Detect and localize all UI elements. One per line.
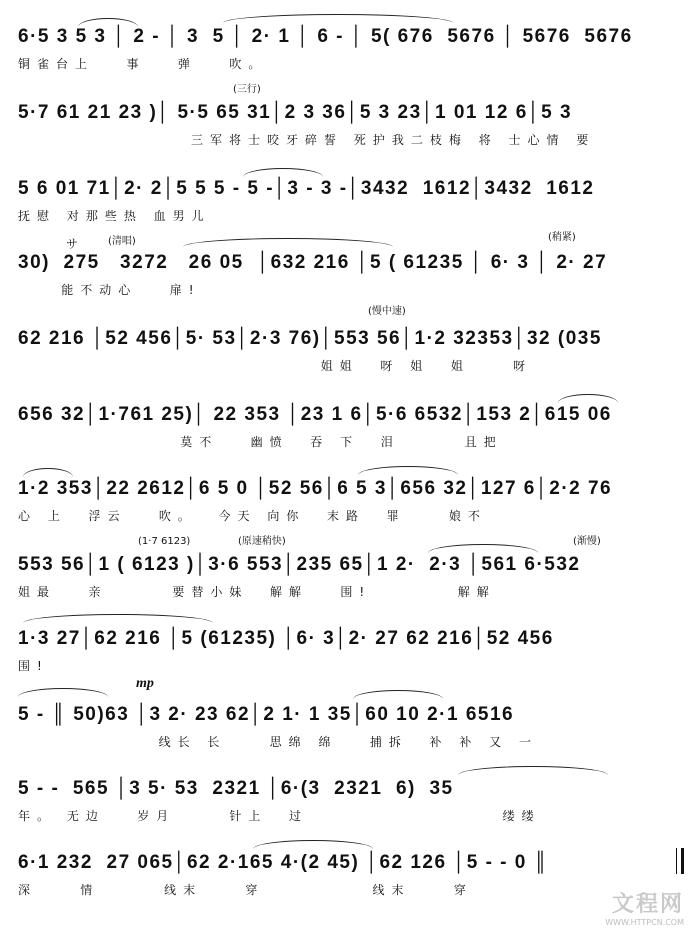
notation-row: 5·7 61 21 23 )│ 5·5 65 31│2 3 36│5 3 23│1 01 12 6│5 3 xyxy=(18,102,573,123)
notation-row: 5 - ║ 50)63 │3 2· 23 62│2 1· 1 35│60 10 2·1 6516 xyxy=(18,704,515,725)
notation-row: 30) 275 3272 26 05 │632 216 │5 ( 61235 │ 6· 3 │ 2· 27 xyxy=(18,252,608,273)
notation-row: 1·2 353│22 2612│6 5 0 │52 56│6 5 3│656 32│127 6│2·2 76 xyxy=(18,478,613,499)
score-line-7 xyxy=(18,476,678,536)
tempo-mark: (稍紧) xyxy=(548,232,576,243)
score-line-9 xyxy=(18,626,678,686)
notation-row: 62 216 │52 456│5· 53│2·3 76)│553 56│1·2 32353│32 (035 xyxy=(18,328,602,349)
watermark-url: WWW.HTTPCN.COM xyxy=(605,918,684,927)
lyrics-row: 铜雀台上 事 弹 吹。 xyxy=(18,57,268,71)
lyrics-row: 姐姐 呀 姐 姐 呀 xyxy=(18,359,533,373)
lyrics-row: 能不动心 扉! xyxy=(18,283,201,297)
lyrics-row: 姐最 亲 要替小妹 解解 围! 解解 xyxy=(18,585,496,599)
lyrics-row: 围! xyxy=(18,659,49,673)
score-line-3 xyxy=(18,176,678,236)
lyrics-row: 线长 长 思绵 绵 捕拆 补 补 又 一 xyxy=(18,735,538,749)
lyrics-row: 莫不 幽愤 吞 下 泪 且把 xyxy=(18,435,503,449)
performance-mark: (清唱) xyxy=(108,236,136,247)
notation-row: 5 6 01 71│2· 2│5 5 5 - 5 -│3 - 3 -│3432 1612│3432 1612 xyxy=(18,178,595,199)
lyrics-row: 心 上 浮云 吹。 今天 向你 末路 罪 娘不 xyxy=(18,509,487,523)
notation-row: 6·5 3 5 3 │ 2 - │ 3 5 │ 2· 1 │ 6 - │ 5( 676 5676 │ 5676 5676 xyxy=(18,26,633,47)
score-line-1 xyxy=(18,24,678,84)
notation-row: 5 - - 565 │3 5· 53 2321 │6·(3 2321 6) 35 xyxy=(18,778,454,799)
score-line-2 xyxy=(18,84,678,160)
tempo-mark: (慢中速) xyxy=(368,306,406,317)
notation-row: 1·3 27│62 216 │5 (61235) │6· 3│2· 27 62 216│52 456 xyxy=(18,628,554,649)
final-barline-thick xyxy=(681,848,684,874)
tempo-mark: (渐慢) xyxy=(573,536,601,547)
score-line-5 xyxy=(18,306,678,386)
watermark-logo-text: 文程网 xyxy=(611,891,684,917)
score-line-11 xyxy=(18,776,678,836)
score-line-8 xyxy=(18,536,678,612)
lyrics-row: 抚慰 对那些热 血男儿 xyxy=(18,209,211,223)
lyrics-row: 三军将士咬牙碎誓 死护我二枝梅 将 士心情 要 xyxy=(18,133,596,147)
free-rhythm-mark: サ xyxy=(66,237,79,251)
notation-row: 6·1 232 27 065│62 2·165 4·(2 45) │62 126 │5 - - 0 ║ xyxy=(18,852,549,873)
tempo-mark: (三行) xyxy=(233,84,261,95)
ornament-mark: (1·7 6123) xyxy=(138,536,191,547)
dynamic-mark: mp xyxy=(136,676,154,691)
notation-row: 656 32│1·761 25)│ 22 353 │23 1 6│5·6 6532│153 2│615 06 xyxy=(18,404,612,425)
lyrics-row: 年。 无边 岁月 针上 过 缕缕 xyxy=(18,809,541,823)
score-line-12 xyxy=(18,850,678,910)
lyrics-row: 深 情 线末 穿 线末 穿 xyxy=(18,883,473,897)
site-watermark xyxy=(605,887,684,927)
score-line-6 xyxy=(18,402,678,462)
tempo-mark: (原速稍快) xyxy=(238,536,286,547)
score-line-4 xyxy=(18,232,678,310)
score-line-10 xyxy=(18,676,678,762)
final-barline-thin xyxy=(676,848,677,874)
notation-row: 553 56│1 ( 6123 )│3·6 553│235 65│1 2· 2·3 │561 6·532 xyxy=(18,554,581,575)
